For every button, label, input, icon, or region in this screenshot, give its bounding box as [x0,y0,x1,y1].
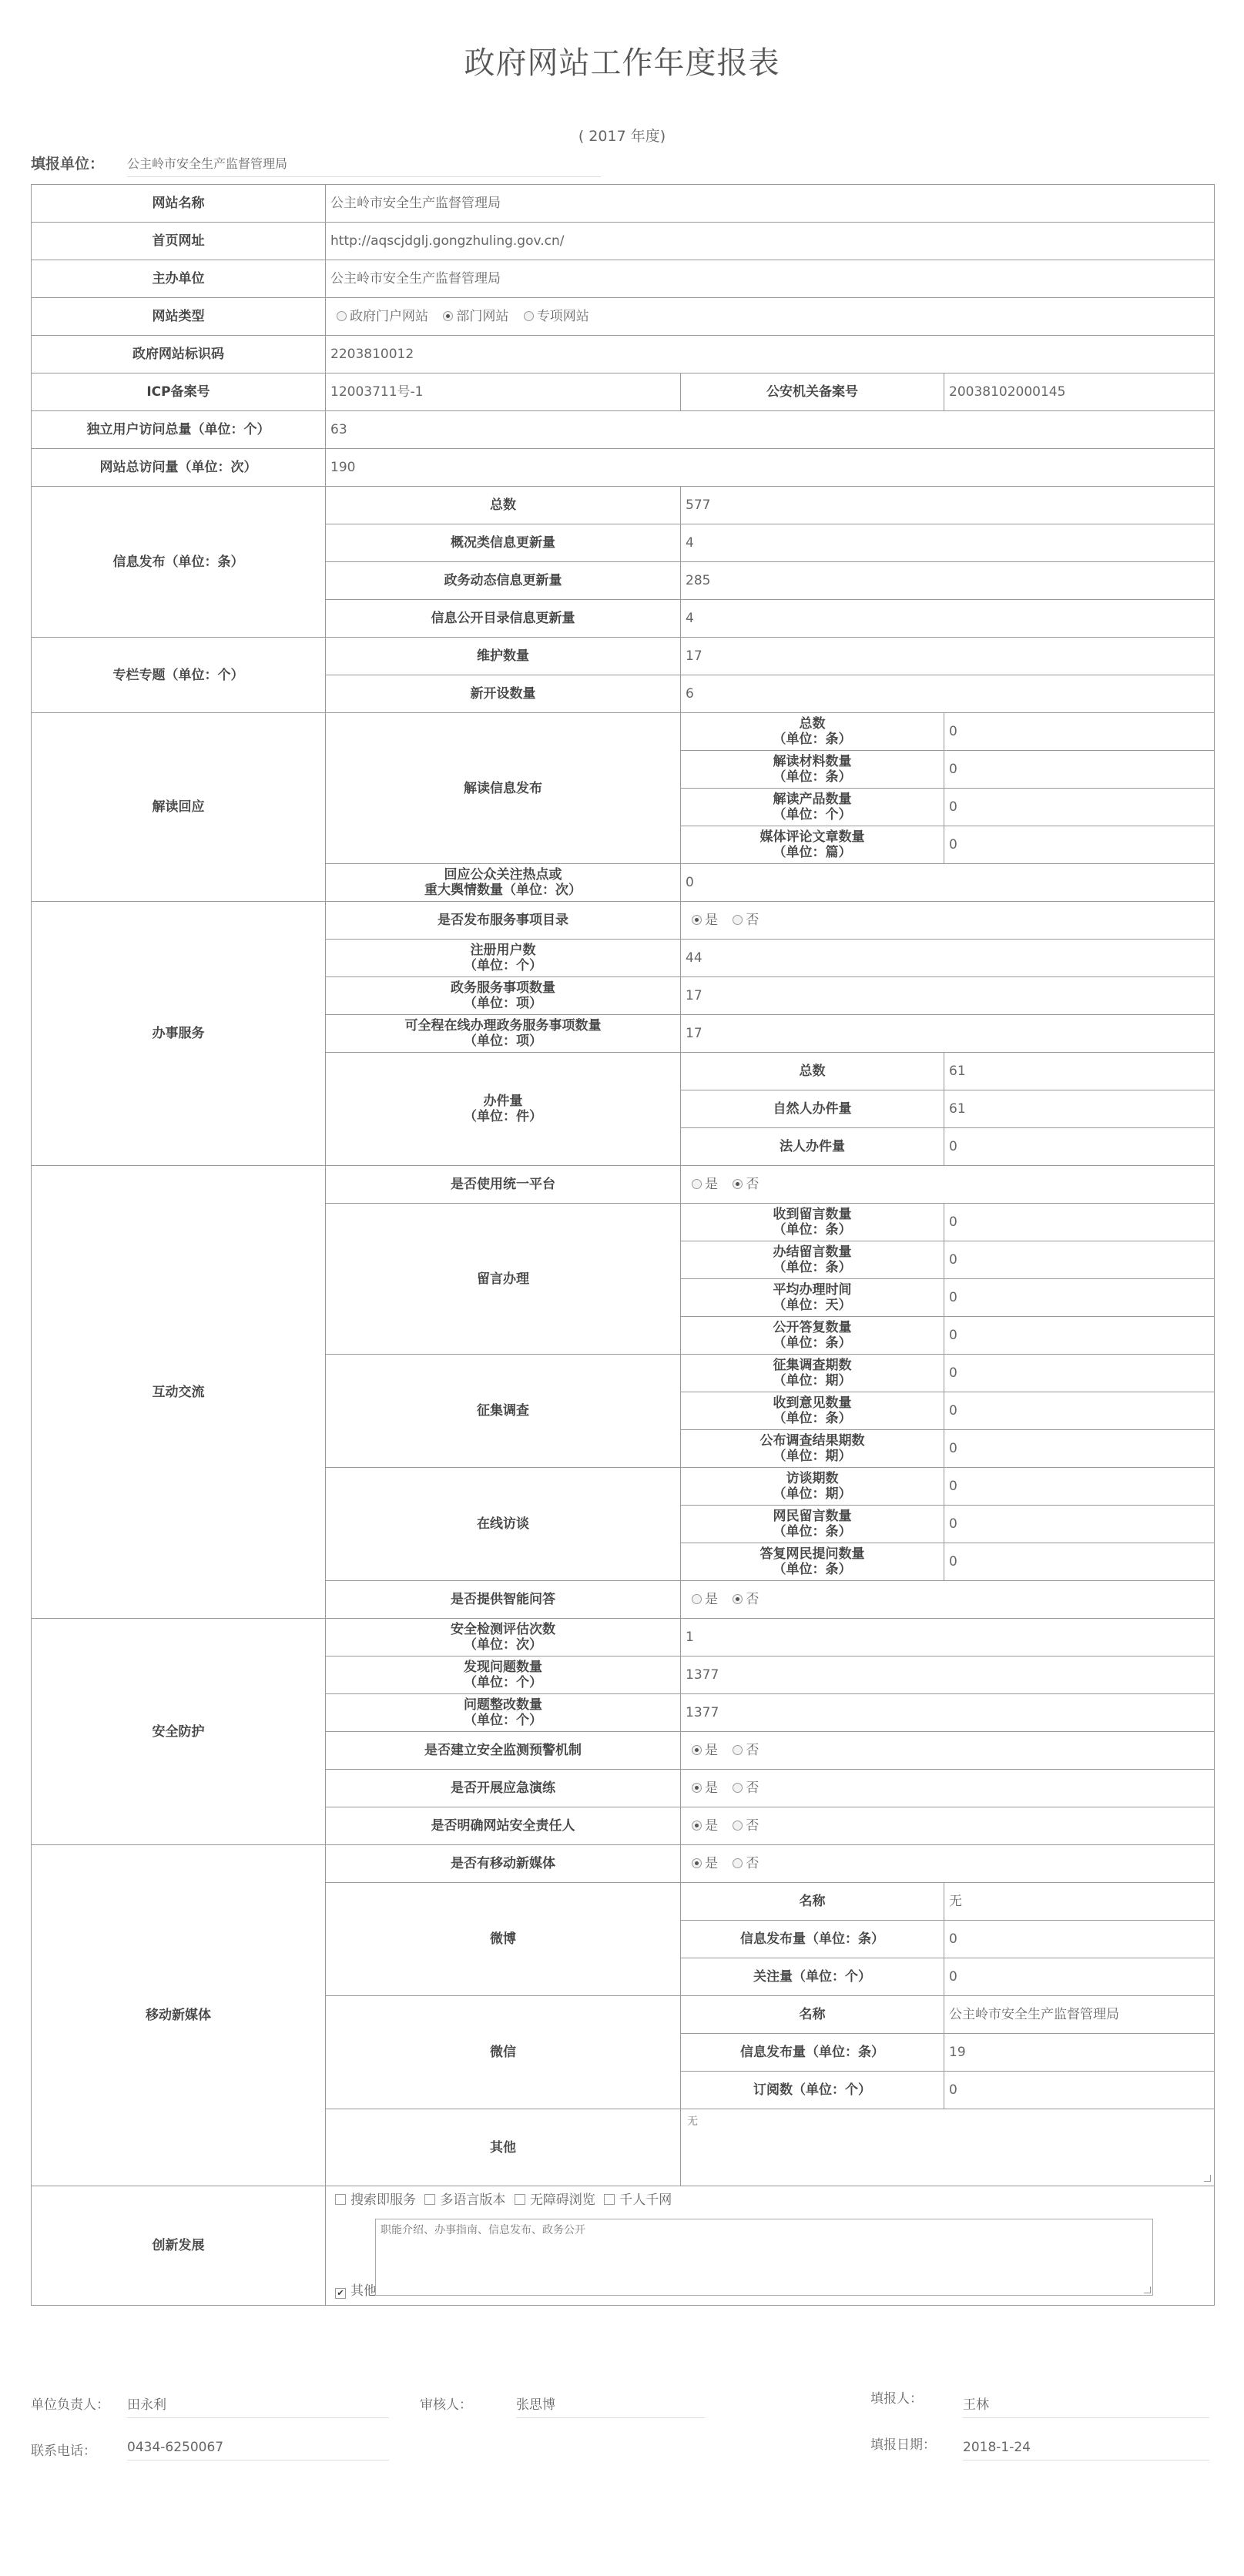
footer-reporter [870,2387,989,2413]
label-line-1: 回应公众关注热点或 [444,867,562,883]
label-line-2: （单位：个） [464,958,542,973]
survey-item-value: 0 [944,1430,1215,1468]
message-item-label [681,1317,944,1355]
home-url-label: 首页网址 [32,223,326,260]
handling-label [326,1053,681,1166]
innovation-checkbox-multilang[interactable] [424,2194,435,2205]
label-line-2: （单位：条） [773,1562,852,1577]
message-label: 留言办理 [326,1204,681,1355]
label-line-2: （单位：条） [773,732,852,747]
info-publish-item-value: 4 [681,600,1215,638]
radio-yes[interactable] [692,915,702,925]
label-line-2: （单位：条） [773,1524,852,1539]
site-type-option-portal: 政府门户网站 [350,309,428,324]
radio-no-label: 否 [746,1856,759,1871]
survey-item-label [681,1355,944,1392]
security-radios [681,1770,1215,1807]
info-publish-item-label: 总数 [326,487,681,524]
handling-item-label: 自然人办件量 [681,1090,944,1128]
survey-item-value: 0 [944,1392,1215,1430]
pv-value: 190 [326,449,1215,487]
radio-yes-label: 是 [705,1818,718,1834]
label-line-1: 总数 [799,716,826,732]
reviewer-label: 审核人： [420,2397,472,2413]
date-value: 2018-1-24 [963,2440,1209,2460]
innovation-other-label: 其他 [350,2283,377,2299]
wechat-item-value: 0 [944,2072,1215,2109]
wechat-label: 微信 [326,1996,681,2109]
police-record-value: 20038102000145 [944,374,1215,411]
table-row [32,1845,1215,1883]
handling-item-value: 0 [944,1128,1215,1166]
innovation-option-multilang: 多语言版本 [440,2192,506,2208]
report-year: ( 2017 年度) [578,128,666,145]
handling-item-value: 61 [944,1053,1215,1090]
publish-catalog-label: 是否发布服务事项目录 [326,902,681,940]
weibo-item-label: 关注量（单位：个） [681,1958,944,1996]
label-line-2: 重大舆情数量（单位：次） [424,883,582,898]
wechat-item-label: 订阅数（单位：个） [681,2072,944,2109]
label-line-1: 办结留言数量 [773,1244,852,1260]
survey-item-label [681,1392,944,1430]
security-item-label [326,1656,681,1694]
security-item-value: 1377 [681,1656,1215,1694]
label-line-1: 媒体评论文章数量 [759,829,865,845]
survey-item-value: 0 [944,1355,1215,1392]
label-line-2: （单位：条） [773,769,852,785]
radio-no-label: 否 [746,913,759,928]
survey-label: 征集调查 [326,1355,681,1468]
label-line-1: 公开答复数量 [773,1320,852,1335]
table-row [32,1619,1215,1656]
row-site-type [32,298,1215,336]
uv-label: 独立用户访问总量（单位：个） [32,411,326,449]
unified-platform-label: 是否使用统一平台 [326,1166,681,1204]
security-item-value: 1377 [681,1694,1215,1732]
innovation-other-option [330,2283,377,2299]
interview-item-value: 0 [944,1506,1215,1543]
has-media-label: 是否有移动新媒体 [326,1845,681,1883]
interpret-item-label [681,713,944,751]
weibo-label: 微博 [326,1883,681,1996]
row-page-views [32,449,1215,487]
radio-yes[interactable] [692,1179,702,1189]
label-line-1: 解读产品数量 [773,792,852,807]
site-code-value: 2203810012 [326,336,1215,374]
columns-label: 专栏专题（单位：个） [32,638,326,713]
label-line-2: （单位：个） [464,1675,542,1690]
innovation-option-search: 搜索即服务 [350,2192,416,2208]
label-line-1: 征集调查期数 [773,1358,852,1373]
radio-no-label: 否 [746,1743,759,1758]
innovation-checkbox-other[interactable]: ✔ [335,2288,346,2299]
publish-catalog-radios [681,902,1215,940]
service-items-label [326,977,681,1015]
site-type-label: 网站类型 [32,298,326,336]
info-publish-item-label: 概况类信息更新量 [326,524,681,562]
wechat-item-value: 19 [944,2034,1215,2072]
online-items-value: 17 [681,1015,1215,1053]
reviewer-value: 张思博 [516,2393,705,2418]
radio-yes[interactable] [692,1821,702,1831]
radio-no[interactable] [733,1179,743,1189]
row-site-name [32,185,1215,223]
respond-value: 0 [681,864,1215,902]
label-line-2: （单位：条） [773,1411,852,1426]
label-line-2: （单位：条） [773,1335,852,1351]
radio-yes-label: 是 [705,913,718,928]
columns-item-value: 17 [681,638,1215,675]
registered-users-label [326,940,681,977]
site-name-value: 公主岭市安全生产监督管理局 [326,185,1215,223]
radio-yes[interactable] [692,1783,702,1793]
interpret-item-value: 0 [944,713,1215,751]
security-radios [681,1732,1215,1770]
online-items-label [326,1015,681,1053]
radio-no-label: 否 [746,1818,759,1834]
columns-item-label: 维护数量 [326,638,681,675]
footer-date [870,2434,1031,2455]
radio-yes-label: 是 [705,1780,718,1796]
host-unit-value: 公主岭市安全生产监督管理局 [326,260,1215,298]
innovation-other-textarea[interactable]: 职能介绍、办事指南、信息发布、政务公开 [375,2219,1153,2296]
label-line-2: （单位：个） [464,1713,542,1728]
site-type-radio-special[interactable] [524,311,534,321]
label-line-1: 办件量 [483,1094,523,1109]
site-type-option-department: 部门网站 [456,309,509,324]
page-title: 政府网站工作年度报表 [464,45,780,81]
site-type-option-special: 专项网站 [536,309,589,324]
radio-no[interactable] [733,1821,743,1831]
info-publish-item-value: 4 [681,524,1215,562]
innovation-checkbox-row [330,2192,1209,2208]
interpret-item-label [681,789,944,826]
footer-reviewer [420,2393,555,2413]
report-table [31,184,1215,2306]
wechat-item-label: 名称 [681,1996,944,2034]
interpret-item-value: 0 [944,751,1215,789]
label-line-2: （单位：次） [464,1637,542,1653]
security-item-label [326,1619,681,1656]
table-row [32,902,1215,940]
media-other-label: 其他 [326,2109,681,2186]
media-other-cell [681,2109,1215,2186]
info-publish-label: 信息发布（单位：条） [32,487,326,638]
wechat-item-label: 信息发布量（单位：条） [681,2034,944,2072]
message-item-label [681,1279,944,1317]
message-item-value: 0 [944,1317,1215,1355]
table-row [32,487,1215,524]
respond-label [326,864,681,902]
label-line-1: 政务服务事项数量 [451,980,555,996]
table-row [32,638,1215,675]
label-line-1: 答复网民提问数量 [759,1546,865,1562]
wechat-item-value: 公主岭市安全生产监督管理局 [944,1996,1215,2034]
reporting-unit-value: 公主岭市安全生产监督管理局 [127,154,601,177]
radio-yes-label: 是 [705,1592,718,1607]
interview-item-value: 0 [944,1468,1215,1506]
radio-yes[interactable] [692,1745,702,1755]
label-line-2: （单位：件） [464,1109,542,1124]
security-radios [681,1807,1215,1845]
label-line-1: 问题整改数量 [464,1697,542,1713]
label-line-1: 安全检测评估次数 [451,1622,555,1637]
label-line-2: （单位：条） [773,1222,852,1238]
interpret-item-label [681,826,944,864]
radio-yes-label: 是 [705,1177,718,1192]
info-publish-item-value: 577 [681,487,1215,524]
pv-label: 网站总访问量（单位：次） [32,449,326,487]
label-line-1: 发现问题数量 [464,1660,542,1675]
police-record-label: 公安机关备案号 [681,374,944,411]
row-site-code [32,336,1215,374]
interpret-item-value: 0 [944,826,1215,864]
message-item-label [681,1204,944,1241]
weibo-item-label: 名称 [681,1883,944,1921]
interpret-item-label [681,751,944,789]
message-item-value: 0 [944,1279,1215,1317]
innovation-checkbox-search[interactable] [335,2194,346,2205]
label-line-1: 解读材料数量 [773,754,852,769]
radio-yes[interactable] [692,1858,702,1868]
handling-item-value: 61 [944,1090,1215,1128]
radio-no[interactable] [733,1783,743,1793]
weibo-item-value: 0 [944,1921,1215,1958]
label-line-1: 公布调查结果期数 [759,1433,865,1449]
radio-no[interactable] [733,1745,743,1755]
columns-item-label: 新开设数量 [326,675,681,713]
radio-yes-label: 是 [705,1856,718,1871]
weibo-item-label: 信息发布量（单位：条） [681,1921,944,1958]
row-icp [32,374,1215,411]
site-type-options [326,298,1215,336]
interview-item-label [681,1468,944,1506]
innovation-options [326,2186,1215,2306]
table-row [32,1166,1215,1204]
row-unique-visitors [32,411,1215,449]
handling-item-label: 总数 [681,1053,944,1090]
radio-no-label: 否 [746,1780,759,1796]
label-line-1: 平均办理时间 [773,1282,852,1298]
radio-no[interactable] [733,915,743,925]
radio-no[interactable] [733,1858,743,1868]
site-type-radio-portal[interactable] [337,311,347,321]
label-line-1: 收到意见数量 [773,1395,852,1411]
radio-no[interactable] [733,1594,743,1604]
site-name-label: 网站名称 [32,185,326,223]
icp-value: 12003711号-1 [326,374,681,411]
radio-no-label: 否 [746,1592,759,1607]
head-label: 单位负责人： [31,2397,109,2413]
registered-users-value: 44 [681,940,1215,977]
innovation-option-personalized: 千人千网 [619,2192,672,2208]
media-label: 移动新媒体 [32,1845,326,2186]
message-item-value: 0 [944,1204,1215,1241]
label-line-2: （单位：篇） [773,845,852,860]
row-host-unit [32,260,1215,298]
service-label: 办事服务 [32,902,326,1166]
service-items-value: 17 [681,977,1215,1015]
innovation-checkbox-accessibility[interactable] [515,2194,525,2205]
label-line-1: 收到留言数量 [773,1207,852,1222]
radio-yes[interactable] [692,1594,702,1604]
security-label: 安全防护 [32,1619,326,1845]
info-publish-item-label: 政务动态信息更新量 [326,562,681,600]
label-line-1: 注册用户数 [470,943,536,958]
head-value: 田永利 [127,2393,389,2418]
interview-item-label [681,1506,944,1543]
footer-head [31,2393,166,2413]
info-publish-item-value: 285 [681,562,1215,600]
date-label: 填报日期： [870,2437,936,2453]
interpret-label: 解读回应 [32,713,326,902]
message-item-label [681,1241,944,1279]
icp-label: ICP备案号 [32,374,326,411]
security-radio-label: 是否建立安全监测预警机制 [326,1732,681,1770]
interaction-label: 互动交流 [32,1166,326,1619]
innovation-option-accessibility: 无障碍浏览 [529,2192,595,2208]
handling-item-label: 法人办件量 [681,1128,944,1166]
has-media-radios [681,1845,1215,1883]
columns-item-value: 6 [681,675,1215,713]
label-line-2: （单位：项） [464,1033,542,1049]
radio-no-label: 否 [746,1177,759,1192]
label-line-2: （单位：期） [773,1373,852,1388]
row-home-url [32,223,1215,260]
security-radio-label: 是否明确网站安全责任人 [326,1807,681,1845]
weibo-item-value: 无 [944,1883,1215,1921]
interview-item-value: 0 [944,1543,1215,1581]
message-item-value: 0 [944,1241,1215,1279]
smart-qa-radios [681,1581,1215,1619]
security-item-label [326,1694,681,1732]
interview-item-label [681,1543,944,1581]
uv-value: 63 [326,411,1215,449]
reporter-label: 填报人： [870,2391,923,2407]
footer-phone [31,2440,224,2459]
label-line-2: （单位：天） [773,1298,852,1313]
label-line-1: 访谈期数 [786,1471,839,1486]
reporting-unit-label: 填报单位： [31,156,105,173]
site-type-radio-department[interactable] [443,311,453,321]
home-url-value: http://aqscjdglj.gongzhuling.gov.cn/ [326,223,1215,260]
interview-label: 在线访谈 [326,1468,681,1581]
media-other-textarea[interactable]: 无 [682,2111,1212,2183]
interpret-sub-label: 解读信息发布 [326,713,681,864]
table-row [32,2186,1215,2306]
label-line-2: （单位：期） [773,1449,852,1464]
radio-yes-label: 是 [705,1743,718,1758]
survey-item-label [681,1430,944,1468]
reporting-unit [31,152,601,177]
host-unit-label: 主办单位 [32,260,326,298]
reporter-value: 王林 [963,2393,1209,2418]
innovation-checkbox-personalized[interactable] [604,2194,615,2205]
security-item-value: 1 [681,1619,1215,1656]
site-code-label: 政府网站标识码 [32,336,326,374]
innovation-other-row [330,2213,1209,2299]
security-radio-label: 是否开展应急演练 [326,1770,681,1807]
label-line-1: 可全程在线办理政务服务事项数量 [404,1018,602,1033]
phone-label: 联系电话： [31,2444,96,2459]
phone-value: 0434-6250067 [127,2440,389,2460]
label-line-2: （单位：期） [773,1486,852,1502]
weibo-item-value: 0 [944,1958,1215,1996]
innovation-label: 创新发展 [32,2186,326,2306]
label-line-1: 网民留言数量 [773,1509,852,1524]
interpret-item-value: 0 [944,789,1215,826]
unified-platform-radios [681,1166,1215,1204]
smart-qa-label: 是否提供智能问答 [326,1581,681,1619]
table-row [32,713,1215,751]
label-line-2: （单位：个） [773,807,852,822]
label-line-2: （单位：条） [773,1260,852,1275]
label-line-2: （单位：项） [464,996,542,1011]
info-publish-item-label: 信息公开目录信息更新量 [326,600,681,638]
